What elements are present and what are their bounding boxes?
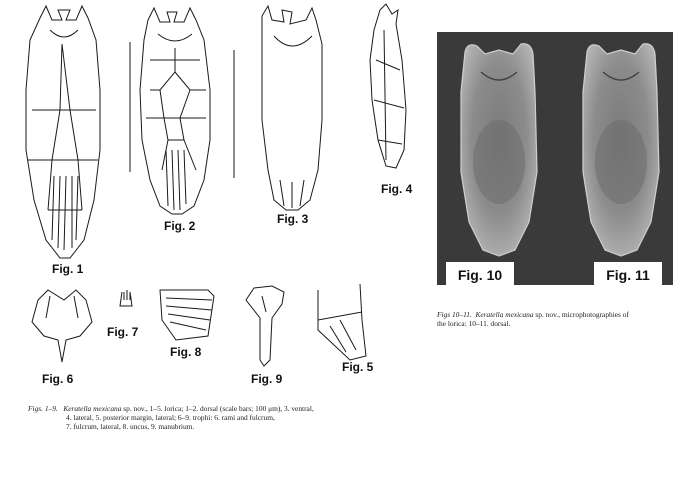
caption-left-line1: sp. nov., 1–5. lorica; 1–2. dorsal (scale bars; 100 μm), 3. ventral, <box>121 404 314 413</box>
fig1-drawing <box>26 6 100 258</box>
photo-panel <box>437 32 673 285</box>
caption-right-line1: sp. nov., microphotographies of <box>533 310 629 319</box>
caption-right-line2: the lorica: 10–11. dorsal. <box>437 319 511 328</box>
caption-left-line3: 7. fulcrum, lateral, 8. uncus, 9. manubrium. <box>66 422 195 431</box>
fig4-label: Fig. 4 <box>381 182 413 196</box>
caption-left-species: Keratella mexicana <box>63 404 122 413</box>
fig8-drawing <box>160 290 214 340</box>
fig7-label: Fig. 7 <box>107 325 139 339</box>
caption-right-species: Keratella mexicana <box>475 310 534 319</box>
fig10-label: Fig. 10 <box>446 262 514 288</box>
fig4-drawing <box>370 4 406 168</box>
fig3-label: Fig. 3 <box>277 212 309 226</box>
fig1-label: Fig. 1 <box>52 262 84 276</box>
fig6-drawing <box>32 290 92 362</box>
fig9-drawing <box>246 286 284 366</box>
caption-figs-10-11 <box>437 310 687 328</box>
fig9-label: Fig. 9 <box>251 372 283 386</box>
caption-left-line2: 4. lateral, 5. posterior margin, lateral; 6–9. trophi: 6. rami and fulcrum, <box>66 413 275 422</box>
fig5-label: Fig. 5 <box>342 360 374 374</box>
fig3-drawing <box>262 6 322 210</box>
micrographs <box>437 32 673 285</box>
caption-left-lead: Figs. 1–9. <box>28 404 58 413</box>
caption-right-lead: Figs 10–11. <box>437 310 472 319</box>
fig7-drawing <box>120 290 132 306</box>
caption-figs-1-9 <box>28 404 428 431</box>
fig5-drawing <box>318 284 366 360</box>
fig2-drawing <box>140 8 210 214</box>
fig6-label: Fig. 6 <box>42 372 74 386</box>
fig2-label: Fig. 2 <box>164 219 196 233</box>
fig8-label: Fig. 8 <box>170 345 202 359</box>
fig11-label: Fig. 11 <box>594 262 662 288</box>
